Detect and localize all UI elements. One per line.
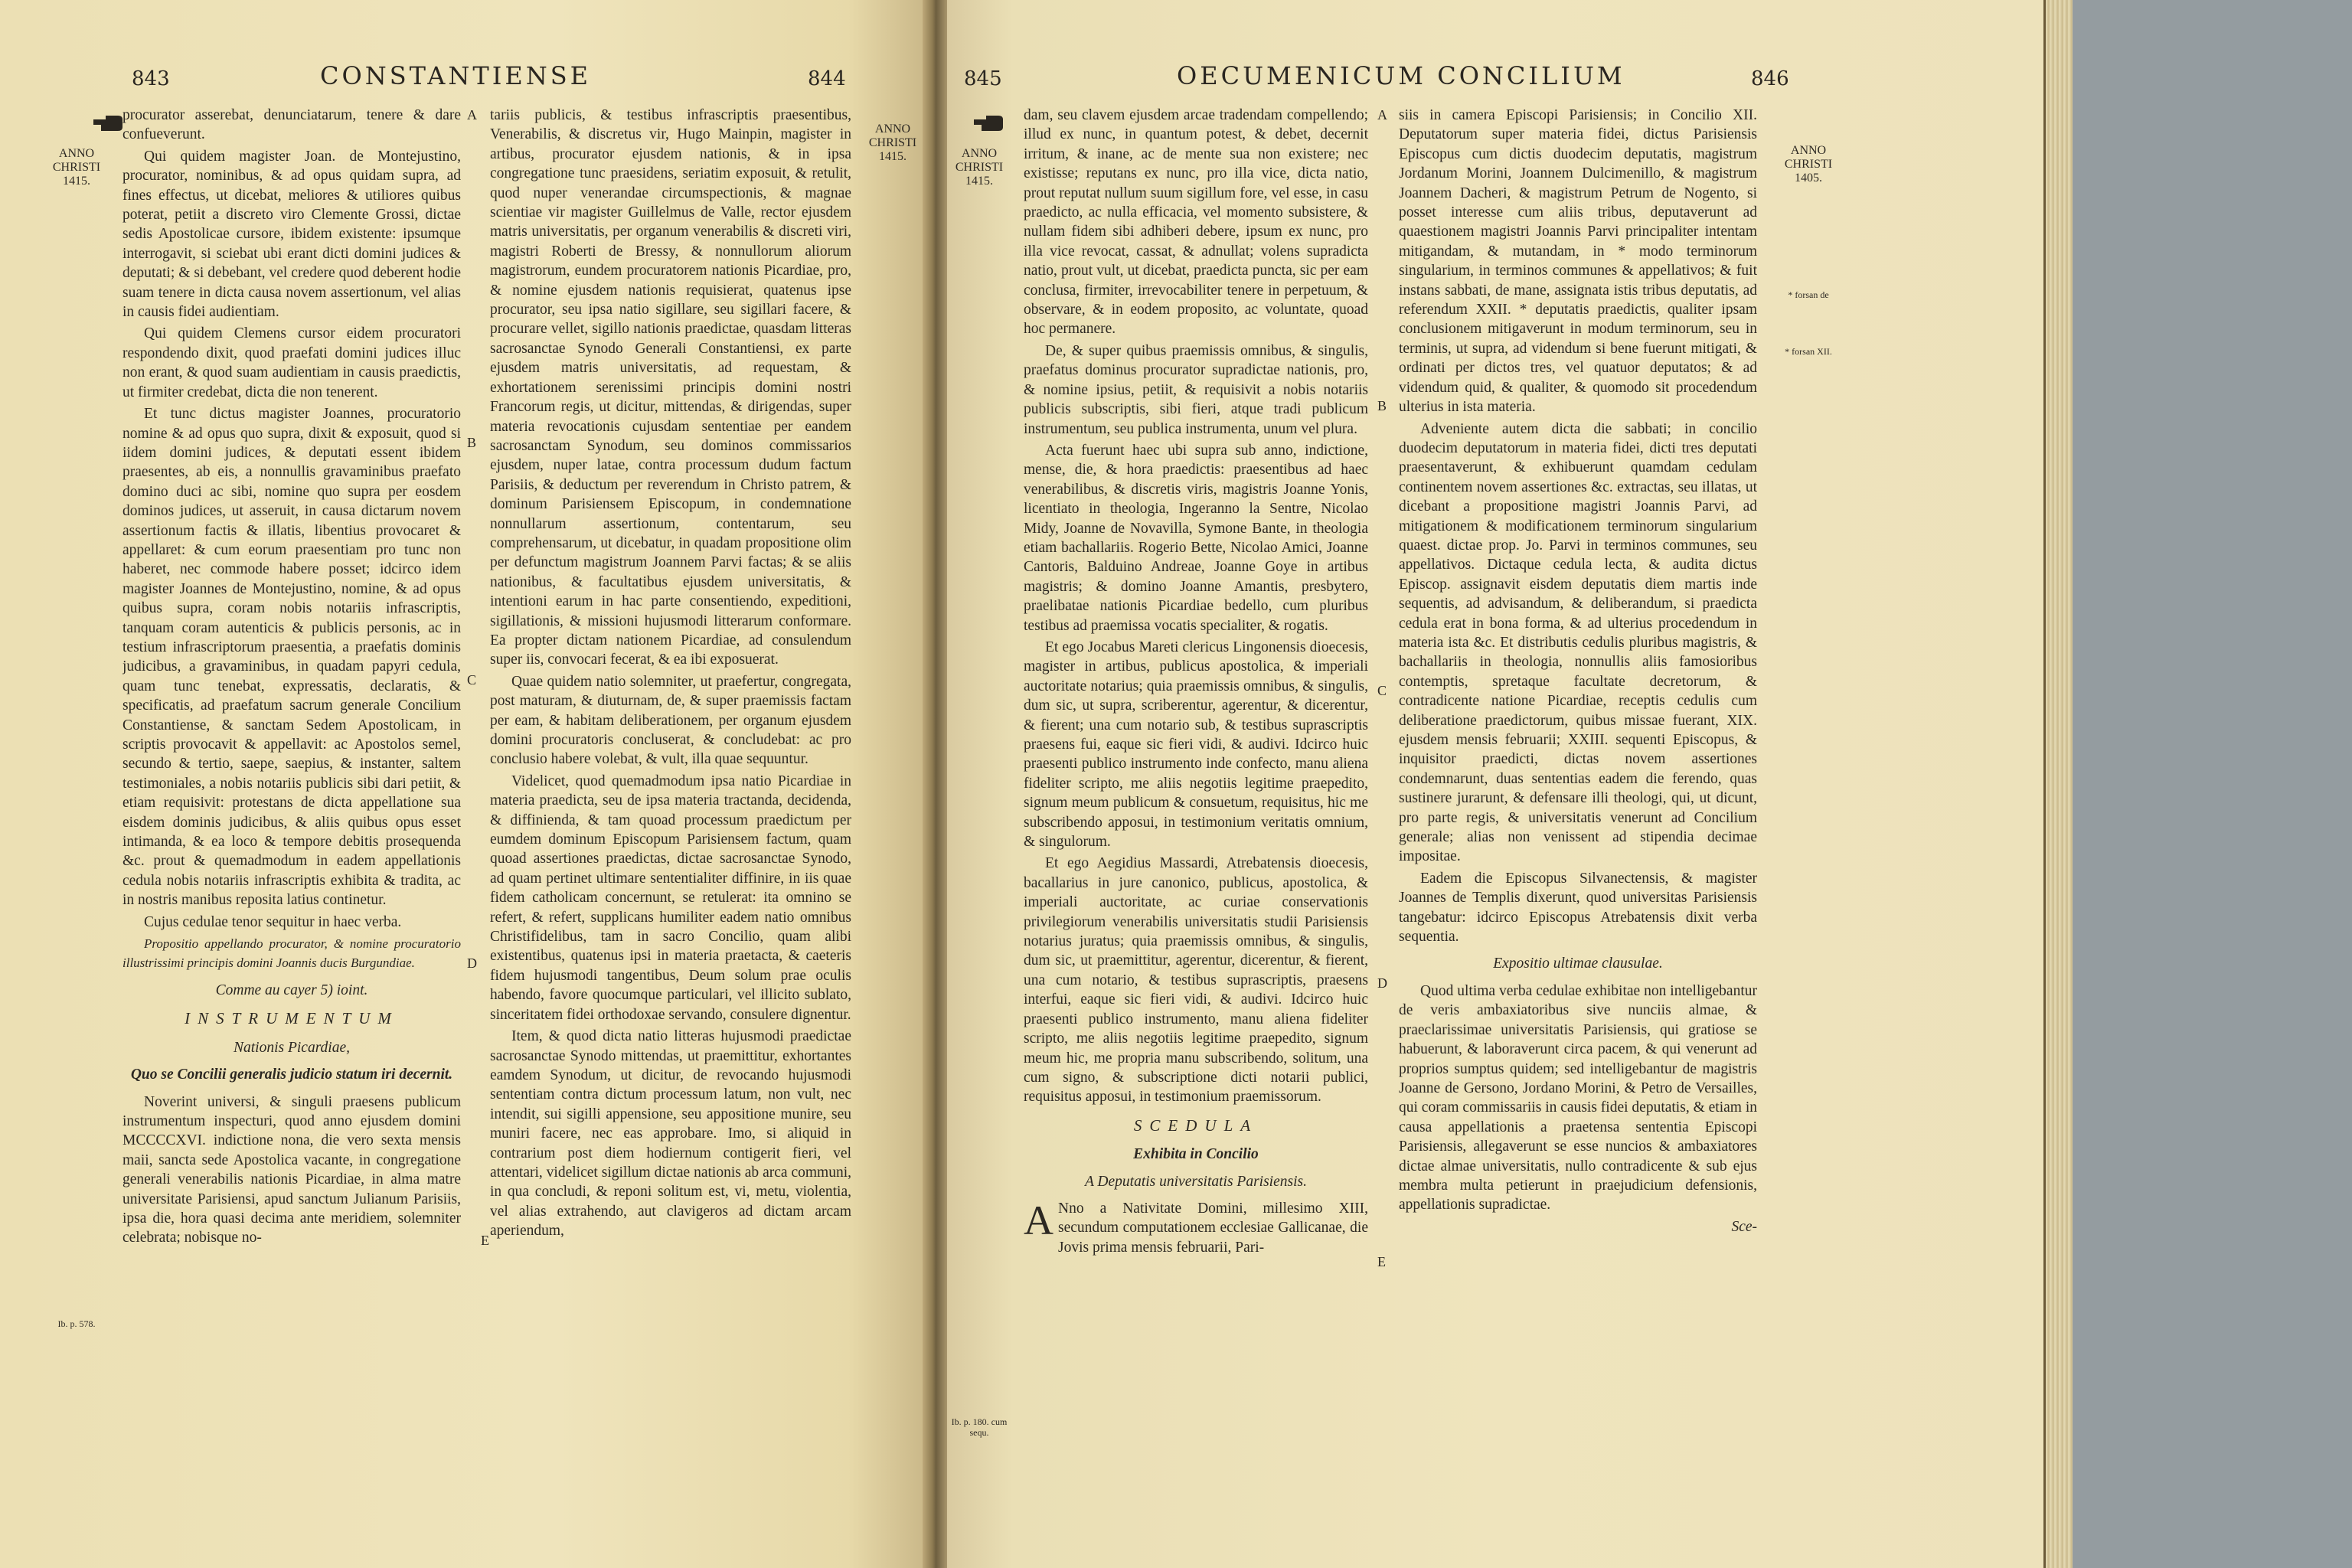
margin-reference: Ib. p. 180. cum sequ. [951, 1416, 1008, 1438]
margin-year-label: ANNO CHRISTI 1415. [955, 147, 1004, 188]
left-page-column-1 [122, 106, 461, 1545]
right-page-column-1 [1024, 106, 1368, 1545]
pointing-hand-icon [972, 113, 1006, 133]
left-page-column-2 [490, 106, 851, 1545]
paragraph: De, & super quibus praemissis omnibus, & singulis, praefatus dominus procurator supradictae nationis, pro, & nomine ipsius, petiit, & requisivit a nobis notariis publicis subscriptis, sibi fieri, atque tradi publicum instrumentum, seu publica instrumenta, unum vel plura. [1024, 342, 1368, 437]
paragraph [1024, 1199, 1368, 1257]
paragraph: Et tunc dictus magister Joannes, procuratorio nomine & ad opus quo supra, dixit & exposuit, quod si iidem domini judices, & deputati essent ibidem praesentes, ab eis, a nonnullis gravaminibus praefato domino duci ac sibi, nomine quo supra per eosdem dominos judices, ut asseruit, in causa dictarum novem assertionum factis & illatis, libentius provocaret & appellaret: & cum eorum praesentiam pro tunc non haberet, nec commode habere posset; idcirco idem magister Joannes de Montejustino, nomine, & ad opus quibus supra, coram nobis notariis infrascriptis, tanquam coram autenticis & publicis personis, ac in testium infrascriptorum praesentia, a praefatis dominis judicibus, a gravaminibus, in quadam papyri cedula, quam tunc tenebat, expressatis, declaratis, & specificatis, ad praefatum sacrum generale Concilium Constantiense, & sanctam Sedem Apostolicam, in scriptis provocavit & appellavit: ac Apostolos semel, secundo & tertio, saepe, saepius, & instanter, saltem testimoniales, a nobis notariis publicis sibi dari petiit, & etiam requisivit: protestans de dicta appellatione sua eisdem dominis judicibus, & aliis quibus opus esset intimanda, & ea loco & tempore debitis prosequenda &c. prout & quemadmodum in eadem appellationis cedula nobis notariis infrascriptis exhibita & tradita, ac in nostris manibus reposita latius continetur. [122, 406, 461, 909]
paragraph: procurator asserebat, denunciatarum, tenere & dare confueverunt. [122, 107, 461, 143]
paragraph: siis in camera Episcopi Parisiensis; in Concilio XII. Deputatorum super materia fidei, dictus Parisiensis Episcopus cum dictis duodecim deputatis, magistrum Jordanum Morini, Joannem Dulcimenillo, & magistrum Joannem Dacheri, & magistrum Petrum de Nogento, si posset interesse cum aliis tribus, deputaverunt ad quaestionem magistri Joannis Parvi principaliter intentam mitigandam, & mutandam, in * modo terminorum singularium, in terminos communes & appellativos; & fuit instans sabbati, de mane, assignata istis tribus deputatis, ad referendum XXII. * deputatis praedictis, qualiter ipsam conclusionem mitigaverunt in modum terminorum, seu in terminis, ut supra, ad videndum si bene fuerunt mitigati, & ordinati per dictos tres, vel quatuor deputatos; & ad videndum quid, & qualiter, & quomodo sit procedendum ulterius in ista materia. [1399, 107, 1757, 416]
section-letter-e: E [481, 1233, 489, 1248]
section-letter-d: D [1377, 975, 1387, 991]
paragraph-text: Nno a Nativitate Domini, millesimo XIII, secundum computationem ecclesiae Gallicanae, die Jovis prima mensis februarii, Pari- [1058, 1200, 1368, 1256]
paragraph: Et ego Aegidius Massardi, Atrebatensis dioecesis, bacallarius in jure canonico, publicus, apostolica, & imperiali auctoritate, ac curiae conservationis privilegiorum venerabilis universitatis studii Parisiensis notarius juratus; quia praemissis omnibus, & singulis, dum sic, ut praemittitur, agerentur, dicerentur, & fierent, una cum notario, & testibus suprascriptis, praesens interfui, eaque sic fieri vidi, & audivi. Idcirco huic praesenti publico instrumento, manu aliena fideliter scripto, me aliis negotiis legitime praepedito, signum meum hic, me propria manu subscribendo, solitum, una cum signo, & subscriptione dicti notarii publici, requisitus apposui, in testimonium praemissorum. [1024, 855, 1368, 1106]
caption: Comme au cayer 5) ioint. [215, 982, 368, 998]
section-letter-b: B [1377, 398, 1387, 413]
section-letter-a: A [1377, 107, 1387, 122]
subheading: A Deputatis universitatis Parisiensis. [1085, 1173, 1307, 1190]
paragraph: Qui quidem magister Joan. de Montejustino, procurator, nominibus, & ad opus quidam supra, ad fines effectus, ut dicebat, meliores & utiliores quibus poterat, petiit a discreto viro Clemente Grossi, dictae sedis Apostolicae cursore, ibidem existente: ipsumque interrogavit, si sciebat ubi erant dicti domini judices & deputati; & si debebant, vel credere quod deberent hodie suam tenere in dicta causa novem assertionum, vel alias in causis fidei audientiam. [122, 148, 461, 321]
paragraph: Quod ultima verba cedulae exhibitae non intelligebantur de veris ambaxiatoribus sive nunciis almae, & praeclarissimae universitatis Parisiensis, qui gratiose se habuerunt, & laboraverunt circa pacem, & qui venerunt ad proprios sumptus quidem; sed intelligebantur de magistris Joanne de Gersono, Jordano Morini, & Petro de Versailles, qui coram commissariis in causis fidei deputatis, & etiam in causa appellationis a praetensa sententia Episcopi Parisiensis, allegaverunt se esse nuncios & ambaxiatores dictae almae universitatis, nullo contradicente & sub ejus membra multa petierunt in praejudicium defensionis, appellationis supradictae. [1399, 982, 1757, 1214]
section-letter-c: C [467, 672, 477, 688]
italic-note: Propositio appellando procurator, & nomine procuratorio illustrissimi principis domini Joannis ducis Burgundiae. [122, 936, 461, 971]
pointing-hand-icon [92, 113, 126, 133]
section-letter-b: B [467, 435, 477, 450]
section-heading: SCEDULA [1133, 1116, 1259, 1135]
section-letter-e: E [1377, 1254, 1386, 1269]
paragraph: Quae quidem natio solemniter, ut praefertur, congregata, post maturam, & diuturnam, de, & super praemissis factam per eam, & habitam deliberationem, per organum ejusdem domini procuratoris concluserat, & concludebat: ac pro conclusio habere volebat, & vult, illa quae sequuntur. [490, 673, 851, 768]
page-number-left-inner: 844 [808, 67, 846, 90]
subheading: Quo se Concilii generalis judicio statum iri decernit. [130, 1067, 453, 1083]
book-gutter [923, 0, 947, 1568]
paragraph: Acta fuerunt haec ubi supra sub anno, indictione, mense, die, & hora praedictis: praesentibus ad haec venerabilibus, & discretis viris, magistris Joanne Yonis, licentiato in theologia, Ingeranno la Sentre, Nicolao Midy, Joanne de Novavilla, Symone Bante, in theologia etiam bachallariis. Rogerio Bette, Nicolao Amici, Joanne Cantoris, Balduino Andreae, Joanne Goye in artibus magistris; & domino Joanne Amantis, presbytero, praelibatae nationis Picardiae bedello, cum pluribus testibus ad praemissa vocatis specialiter, & rogatis. [1024, 442, 1368, 634]
paragraph: Et ego Jocabus Mareti clericus Lingonensis dioecesis, magister in artibus, publicus apostolica, & imperiali auctoritate notarius; quia praemissis omnibus, & singulis, dum sic, ut supra, scriberentur, agerentur, & dicerentur, & fierent; una cum notario sub, & testibus suprascriptis praesens fui, eaque sic fieri vidi, & audivi. Idcirco huic praesenti publico instrumento inde confecto, manu aliena fideliter scripto, me aliis negotiis legitime praepedito, signum meum publicum & consuetum, requisitus, hic me subscribendo apposui, in testimonium veritatis omnium, & singulorum. [1024, 639, 1368, 851]
page-number-right-outer: 846 [1751, 67, 1789, 90]
margin-note: * forsan de [1788, 289, 1829, 300]
paragraph: Adveniente autem dicta die sabbati; in concilio duodecim deputatorum in materia fidei, dicti tres deputati praesentaverunt, & exhibuerunt quamdam cedulam continentem novem assertiones &c. extractas, seu illatas, ut dicebant a propositione magistri Joannis Parvi, ad mitigationem & modificationem terminorum singularium quaest. dictae prop. Jo. Parvi in terminos communes, seu appellativos. Dictaque cedula lecta, & audita dictus Episcop. assignavit eisdem deputatis diem martis inde sequentis, ad advisandum, & deliberandum, si praedicta cedula erat in bona forma, & ad ulterius procedendum in materia ista &c. Et distributis cedulis pluribus magistris, & bachallariis in theologia, nonnullis aliis famosioribus contemptis, spretaque facultate decretorum, & contradicente natione Picardiae, receptis cedulis cum deliberatione praedictorum, quibus missae fuerant, XIX. ejusdem mensis februarii; XXIII. sequenti Episcopus, & inquisitor praedicti, dictas novem assertiones condemnarunt, duas sententias eadem die ferendo, quas sustinere jurarunt, & defensare illi theologi, qui, ut dicunt, pro parte regis, & universitatis venerunt ad Concilium generale; alias non venissent ad stipendia decimae impositae. [1399, 420, 1757, 865]
right-page [947, 0, 2043, 1568]
page-number-left-outer: 843 [132, 67, 170, 90]
background [2073, 0, 2352, 1568]
paragraph: Item, & quod dicta natio litteras hujusmodi praedictae sacrosanctae Synodo mittendas, ut praemittitur, exhortantes eamdem Synodum, ut dicitur, de revocando hujusmodi sententiam contra dictum processum latum, non vult, nec intendit, sui sigilli appensione, seu appositione munire, seu muniri facere, nec eas approbare. Imo, si aliquid in contrarium post diem hodiernum contigerit fieri, vel attentari, videlicet sigillum dictae nationis ab arca communi, in qua concludi, & reponi solitum est, vi, metu, violentia, vel alias extrahendo, aut clavigeros ad dictam arcam aperiendum, [490, 1028, 851, 1240]
section-letter-a: A [467, 107, 477, 122]
left-page [0, 0, 923, 1568]
paragraph: dam, seu clavem ejusdem arcae tradendam compellendo; illud ex nunc, in quantum potest, & debet, decernit irritum, & inane, ac de mente sua non existere; nec existisse; reputans ex nunc, pro illa vice, dicta natio, prout reputat nullum suum sigillum fore, vel esse, in casu praedicto, ac nulla efficacia, vel momento subsistere, & nullam fidem sibi adhiberi debere, ipsum ex nunc, pro illa vice revocat, cassat, & adnullat; volens supradicta natio, prout vult, ut dicebat, praedicta puncta, sic per eam conclusa, firmiter, irrevocabiliter tenere in perpetuum, & observare, & in eodem proposito, ac voluntate, quoad hoc permanere. [1024, 107, 1368, 338]
catchword: Sce- [1731, 1218, 1757, 1235]
margin-year-label: ANNO CHRISTI 1415. [52, 147, 101, 188]
right-page-column-2 [1399, 106, 1757, 1545]
section-heading: INSTRUMENTUM [185, 1009, 399, 1028]
margin-year-label-outer: ANNO CHRISTI 1405. [1784, 144, 1833, 185]
drop-capital: A [1024, 1197, 1054, 1243]
paragraph: Eadem die Episcopus Silvanectensis, & magister Joannes de Templis dixerunt, quod universitas Parisiensis tangebatur: idcirco Episcopus Atrebatensis dixit verba sequentia. [1399, 870, 1757, 946]
page-edges [2043, 0, 2075, 1568]
section-letter-c: C [1377, 683, 1387, 698]
subheading: Exhibita in Concilio [1133, 1146, 1259, 1163]
margin-note: * forsan XII. [1785, 346, 1832, 357]
subheading: Nationis Picardiae, [233, 1039, 351, 1056]
paragraph: Qui quidem Clemens cursor eidem procuratori respondendo dixit, quod praefati domini judices illuc non erant, & quod suam audientiam in causis praedictis, ut firmiter credebat, dicta die non tenerent. [122, 325, 461, 400]
section-letter-d: D [467, 956, 477, 971]
margin-year-label-inner: ANNO CHRISTI 1415. [868, 122, 917, 163]
page-number-right-inner: 845 [964, 67, 1002, 90]
subheading: Expositio ultimae clausulae. [1493, 956, 1663, 972]
paragraph: Noverint universi, & singuli praesens publicum instrumentum inspecturi, quod anno ejusdem domini MCCCCXVI. indictione nona, die vero sexta mensis maii, sancta sede Apostolica vacante, in congregatione generali venerabilis nationis Picardiae, in alma matre universitate Parisiensi, apud sanctum Julianum Parisiis, ipsa die, hora quasi decima ante meridiem, solemniter celebrata; nobisque no- [122, 1093, 461, 1246]
paragraph: Videlicet, quod quemadmodum ipsa natio Picardiae in materia praedicta, seu de ipsa materia tractanda, decidenda, & diffinienda, & tam quoad processum praedictum per eumdem dominum Episcopum Parisiensem factum, quam quoad assertiones praedictas, dictae sacrosanctae Synodo, ad quam pertinet ultimare sententialiter diffinire, in iis quae fidem catholicam concernunt, se retulerat: ita omnino se refert, & refert, supplicans humiliter eadem natio omnibus Christifidelibus, tam in sacro Concilio, quam alibi existentibus, quatenus ipsi in materia praetacta, & caeteris fidem hujusmodi tangentibus, Deum solum prae oculis habendo, favore quocumque particulari, vel illicito sublato, sinceritatem fidei orthodoxae servando, consulere dignentur. [490, 773, 851, 1023]
paragraph: Cujus cedulae tenor sequitur in haec verba. [144, 913, 402, 930]
running-title-right: OECUMENICUM CONCILIUM [1177, 61, 1625, 90]
paragraph: tariis publicis, & testibus infrascriptis praesentibus, Venerabilis, & discretus vir, Hugo Mainpin, magister in artibus, procurator ejusdem nationis, & in ipsa congregatione tunc praesidens, seriatim exposuit, & retulit, quod nuper venerandae circumspectionis, & magnae scientiae vir magister Guillelmus de Valle, rector ejusdem matris universitatis, per organum venerabilis & discreti viri, magistri Roberti de Bressy, & nonnullorum aliorum magistrorum, eundem procuratorem nationis Picardiae, pro, & nomine ejusdem nationis requisierat, quatenus ipse procurator, seu ipsa natio sigillare, seu sigillari facere, & procurare vellet, sigillo nationis praedictae, quasdam litteras sacrosanctae Synodo Generali Constantiensi, ex parte ejusdem matris universitatis, ad requestam, & exhortationem serenissimi principis domini nostri Francorum regis, ut dicitur, mittendas, & dirigendas, super materia revocationis cujusdam sententiae per eandem sacrosanctam Synodum, seu dominos commissarios ejusdem, nuper latae, contra processum dudum factum Parisiis, & deductum per reverendum in Christo patrem, & dominum Parisiensem Episcopum, in condemnatione nonnullarum assertionum, contentarum, seu comprehensarum, ut dicebatur, in quadam propositione olim per defunctum magistrum Joannem Parvi factas; & se aliis nationibus, & facultatibus ejusdem universitatis, & intentioni earum in hac parte consentiendo, expeditioni, sigillationis, & missioni hujusmodi litterarum conformare. Ea propter dictam nationem Picardiae, ad consulendum super iis, convocari fecerat, & ea ibi exposuerat. [490, 107, 851, 668]
margin-reference: Ib. p. 578. [57, 1318, 96, 1329]
running-title-left: CONSTANTIENSE [320, 61, 591, 90]
